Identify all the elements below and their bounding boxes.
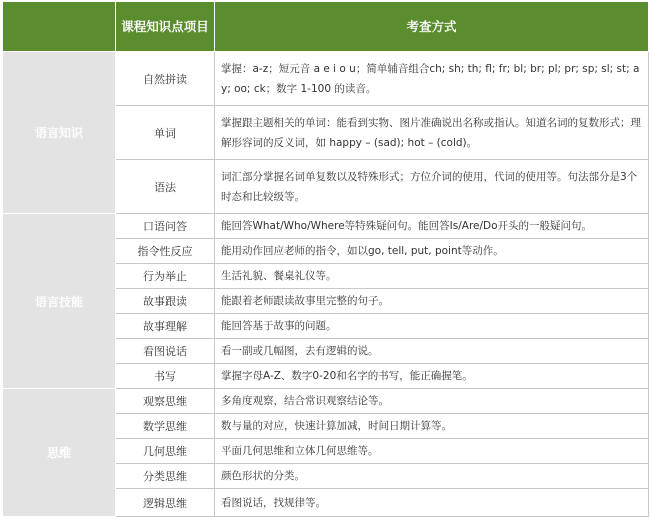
table-row <box>3 389 649 414</box>
table-row <box>3 214 649 239</box>
table-row <box>3 52 649 106</box>
item-cell: 逻辑思维 <box>116 489 215 517</box>
desc-cell: 掌握字母A-Z、数字0-20和名字的书写，能正确握笔。 <box>215 364 649 389</box>
item-cell: 分类思维 <box>116 464 215 489</box>
item-cell: 口语问答 <box>116 214 215 239</box>
item-cell: 数学思维 <box>116 414 215 439</box>
desc-cell: 能回答基于故事的问题。 <box>215 314 649 339</box>
desc-cell: 能用动作回应老师的指令，如以go, tell, put, point等动作。 <box>215 239 649 264</box>
item-cell: 单词 <box>116 106 215 160</box>
desc-cell: 生活礼貌、餐桌礼仪等。 <box>215 264 649 289</box>
item-cell: 语法 <box>116 160 215 214</box>
desc-cell: 平面几何思维和立体几何思维等。 <box>215 439 649 464</box>
item-cell: 几何思维 <box>116 439 215 464</box>
desc-cell: 掌握：a-z；短元音 a e i o u；简单辅音组合ch; sh; th; fl; fr; bl; br; pl; pr; sp; sl; st; ay; oo; ck；数字 1-100 的读音。 <box>215 52 649 106</box>
desc-cell: 掌握跟主题相关的单词：能看到实物、图片准确说出名称或指认。知道名词的复数形式；理解形容词的反义词，如 happy – (sad); hot – (cold)。 <box>215 106 649 160</box>
item-cell: 故事跟读 <box>116 289 215 314</box>
item-cell: 书写 <box>116 364 215 389</box>
item-cell: 指令性反应 <box>116 239 215 264</box>
desc-cell: 能跟着老师跟读故事里完整的句子。 <box>215 289 649 314</box>
desc-cell: 能回答What/Who/Where等特殊疑问句。能回答Is/Are/Do开头的一般疑问句。 <box>215 214 649 239</box>
category-cell: 语言技能 <box>3 214 116 389</box>
item-cell: 看图说话 <box>116 339 215 364</box>
desc-cell: 多角度观察，结合常识观察结论等。 <box>215 389 649 414</box>
header-method: 考查方式 <box>215 2 649 52</box>
desc-cell: 词汇部分掌握名词单复数以及特殊形式；方位介词的使用，代词的使用等。句法部分是3个时态和比较级等。 <box>215 160 649 214</box>
header-item: 课程知识点项目 <box>116 2 215 52</box>
header-category <box>3 2 116 52</box>
desc-cell: 颜色形状的分类。 <box>215 464 649 489</box>
item-cell: 行为举止 <box>116 264 215 289</box>
desc-cell: 看图说话，找规律等。 <box>215 489 649 517</box>
curriculum-table <box>2 1 649 517</box>
item-cell: 观察思维 <box>116 389 215 414</box>
desc-cell: 数与量的对应，快速计算加减，时间日期计算等。 <box>215 414 649 439</box>
item-cell: 自然拼读 <box>116 52 215 106</box>
header-row <box>3 2 649 52</box>
item-cell: 故事理解 <box>116 314 215 339</box>
desc-cell: 看一副或几幅图，去有逻辑的说。 <box>215 339 649 364</box>
category-cell: 思维 <box>3 389 116 517</box>
category-cell: 语言知识 <box>3 52 116 214</box>
